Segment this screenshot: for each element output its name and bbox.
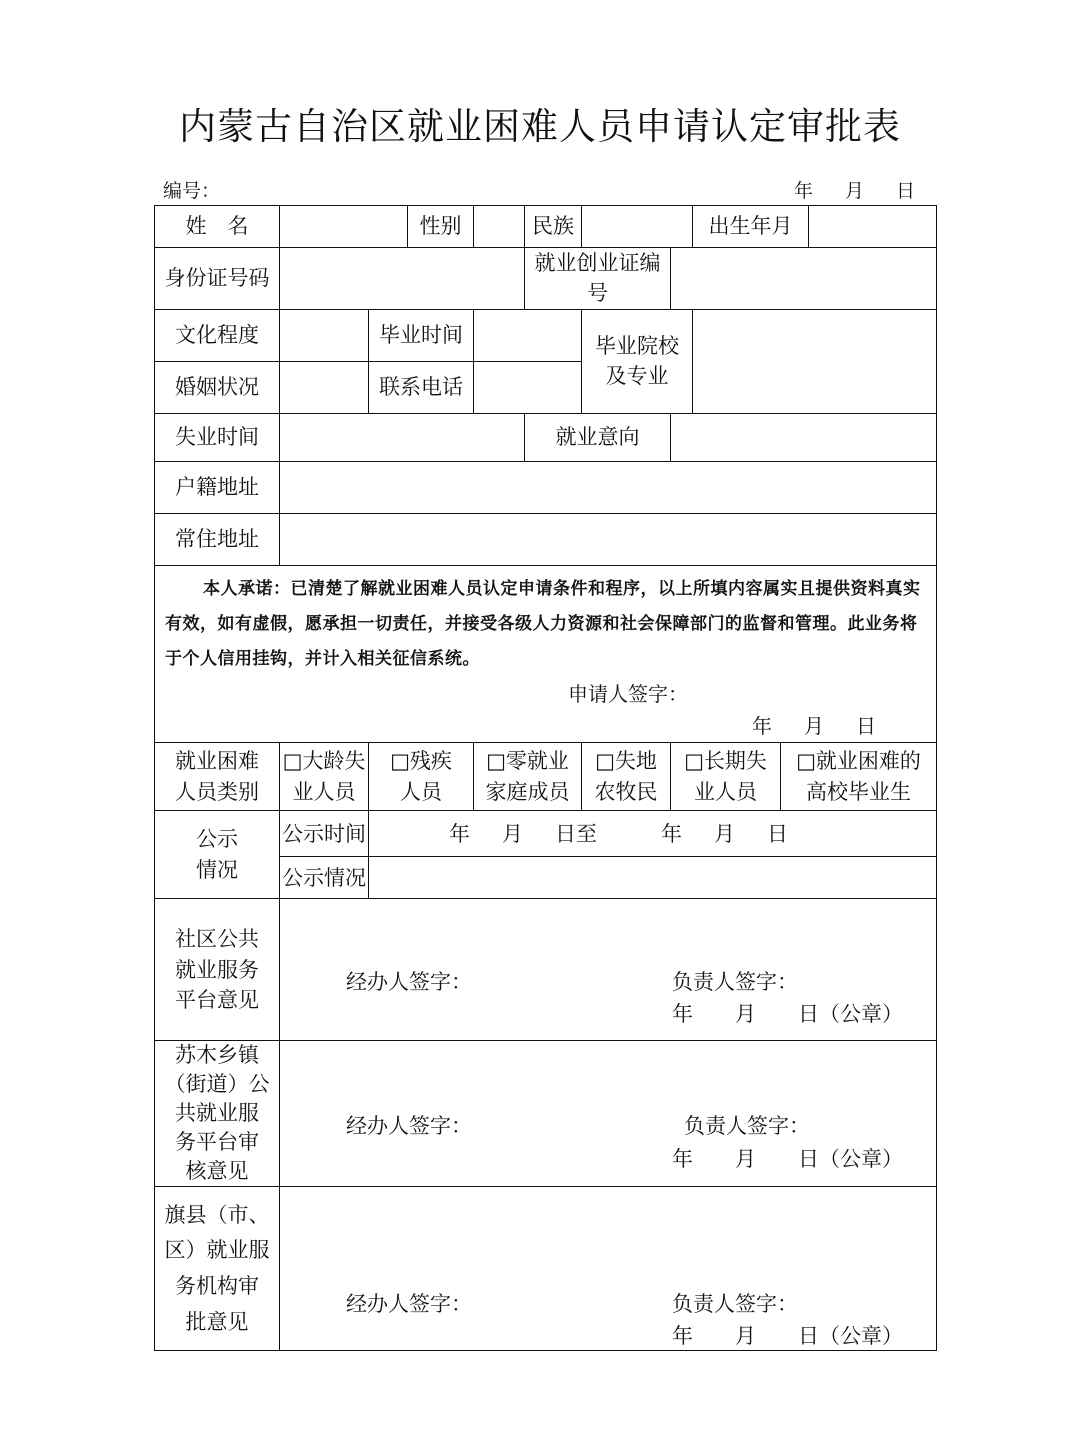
pledge-year: 年 <box>752 714 773 739</box>
category-option-line1: □就业困难的 <box>796 749 921 774</box>
pledge-date <box>165 710 928 742</box>
category-option-line1: □大龄失 <box>282 749 366 774</box>
pub-day-2: 日 <box>767 821 788 846</box>
category-option-line2: 高校毕业生 <box>806 779 912 804</box>
township-label <box>155 1041 280 1187</box>
community-label-line1: 社区公共 <box>175 927 259 952</box>
category-option-line2: 业人员 <box>292 779 356 804</box>
county-date: 年 月 日（公章） <box>672 1324 903 1349</box>
category-label-line2: 人员类别 <box>175 779 259 804</box>
category-option-line1: □长期失 <box>684 749 767 774</box>
pledge-day: 日 <box>856 714 877 739</box>
household-addr-field[interactable] <box>280 461 937 513</box>
county-label-line1: 旗县（市、 <box>164 1202 270 1227</box>
category-option-older[interactable] <box>280 743 369 811</box>
ethnicity-label: 民族 <box>525 206 582 248</box>
pub-month-2: 月 <box>714 821 735 846</box>
township-label-line1: 苏木乡镇 <box>175 1043 259 1068</box>
category-option-long-term[interactable] <box>671 743 781 811</box>
header-year: 年 <box>793 180 813 202</box>
category-option-disabled[interactable] <box>369 743 474 811</box>
category-option-line2: 人员 <box>400 779 442 804</box>
county-handler-label: 经办人签字： <box>346 1292 472 1317</box>
publicity-label-line1: 公示 <box>196 827 238 852</box>
residence-addr-field[interactable] <box>280 513 937 565</box>
county-label-line2: 区）就业服 <box>164 1238 270 1263</box>
name-label: 姓 名 <box>155 206 280 248</box>
pub-day-1: 日至 <box>555 821 597 846</box>
community-label-line2: 就业服务 <box>175 957 259 982</box>
birth-field[interactable] <box>809 206 937 248</box>
pub-year-2: 年 <box>661 821 682 846</box>
community-handler-label: 经办人签字： <box>346 970 472 995</box>
education-label: 文化程度 <box>155 309 280 361</box>
township-date: 年 月 日（公章） <box>672 1147 903 1172</box>
publicity-label-line2: 情况 <box>196 857 238 882</box>
school-label <box>582 309 693 413</box>
category-label-line1: 就业困难 <box>175 749 259 774</box>
intention-label: 就业意向 <box>525 413 671 461</box>
publicity-label <box>155 811 280 899</box>
marital-label: 婚姻状况 <box>155 361 280 413</box>
education-field[interactable] <box>280 309 369 361</box>
publicity-status-label: 公示情况 <box>280 857 369 899</box>
page-title: 内蒙古自治区就业困难人员申请认定审批表 <box>179 105 901 148</box>
household-addr-label: 户籍地址 <box>155 461 280 513</box>
number-label: 编号： <box>163 180 221 202</box>
county-label-line3: 务机构审 <box>175 1273 259 1298</box>
id-number-field[interactable] <box>280 248 525 310</box>
header-day: 日 <box>895 180 915 202</box>
unemployed-time-label: 失业时间 <box>155 413 280 461</box>
pub-year-1: 年 <box>449 821 470 846</box>
community-leader-label: 负责人签字： <box>672 970 798 995</box>
category-option-graduate[interactable] <box>781 743 937 811</box>
category-option-line2: 农牧民 <box>594 779 658 804</box>
county-opinion-field[interactable] <box>280 1187 937 1351</box>
school-label-line1: 毕业院校 <box>595 333 679 358</box>
township-leader-label: 负责人签字： <box>684 1114 810 1139</box>
intention-field[interactable] <box>671 413 937 461</box>
community-opinion-field[interactable] <box>280 899 937 1041</box>
community-date: 年 月 日（公章） <box>672 1002 903 1027</box>
publicity-time-label: 公示时间 <box>280 811 369 857</box>
category-option-line1: □零就业 <box>486 749 569 774</box>
id-number-label: 身份证号码 <box>155 248 280 310</box>
gender-field[interactable] <box>474 206 525 248</box>
community-label-line3: 平台意见 <box>175 988 259 1013</box>
employment-cert-label: 就业创业证编号 <box>525 248 671 310</box>
category-label <box>155 743 280 811</box>
grad-time-label: 毕业时间 <box>369 309 474 361</box>
category-option-landless[interactable] <box>582 743 671 811</box>
ethnicity-field[interactable] <box>582 206 693 248</box>
county-label-line4: 批意见 <box>185 1309 249 1334</box>
pub-month-1: 月 <box>502 821 523 846</box>
residence-addr-label: 常住地址 <box>155 513 280 565</box>
publicity-time-field[interactable] <box>369 811 937 857</box>
form-header <box>163 176 923 203</box>
township-label-line4: 务平台审 <box>175 1130 259 1155</box>
township-handler-label: 经办人签字： <box>346 1114 472 1139</box>
header-month: 月 <box>844 180 864 202</box>
marital-field[interactable] <box>280 361 369 413</box>
category-option-zero-employment[interactable] <box>474 743 582 811</box>
grad-time-field[interactable] <box>474 309 582 361</box>
birth-label: 出生年月 <box>693 206 809 248</box>
township-label-line2: （街道）公 <box>164 1072 270 1097</box>
pledge-line3: 理。此业务将于个人信用挂钩，并计入相关征信系统。 <box>165 613 918 669</box>
header-date <box>794 176 915 203</box>
school-label-line2: 及专业 <box>605 364 669 389</box>
publicity-status-field[interactable] <box>369 857 937 899</box>
applicant-signature-label: 申请人签字： <box>568 682 689 707</box>
application-form-table <box>154 205 937 1351</box>
category-option-line2: 家庭成员 <box>485 779 570 804</box>
pledge-text <box>165 572 928 677</box>
category-option-line2: 业人员 <box>694 779 757 804</box>
gender-label: 性别 <box>408 206 474 248</box>
school-field[interactable] <box>693 309 937 413</box>
name-field[interactable] <box>280 206 408 248</box>
employment-cert-field[interactable] <box>671 248 937 310</box>
category-option-line1: □失地 <box>595 749 657 774</box>
pledge-line1: 本人承诺：已清楚了解就业困难人员认定申请条件和程序，以上所填内容属实且提供资 <box>203 578 868 599</box>
unemployed-time-field[interactable] <box>280 413 525 461</box>
pledge-line2: 料真实有效，如有虚假，愿承担一切责任，并接受各级人力资源和社会保障部门的监督和管 <box>165 578 921 634</box>
community-label <box>155 899 280 1041</box>
township-label-line5: 核意见 <box>185 1159 249 1184</box>
county-label <box>155 1187 280 1351</box>
county-leader-label: 负责人签字： <box>672 1292 798 1317</box>
township-opinion-field[interactable] <box>280 1041 937 1187</box>
pledge-block <box>155 565 937 743</box>
township-label-line3: 共就业服 <box>175 1101 259 1126</box>
phone-field[interactable] <box>474 361 582 413</box>
phone-label: 联系电话 <box>369 361 474 413</box>
category-option-line1: □残疾 <box>390 749 452 774</box>
pledge-month: 月 <box>804 714 825 739</box>
